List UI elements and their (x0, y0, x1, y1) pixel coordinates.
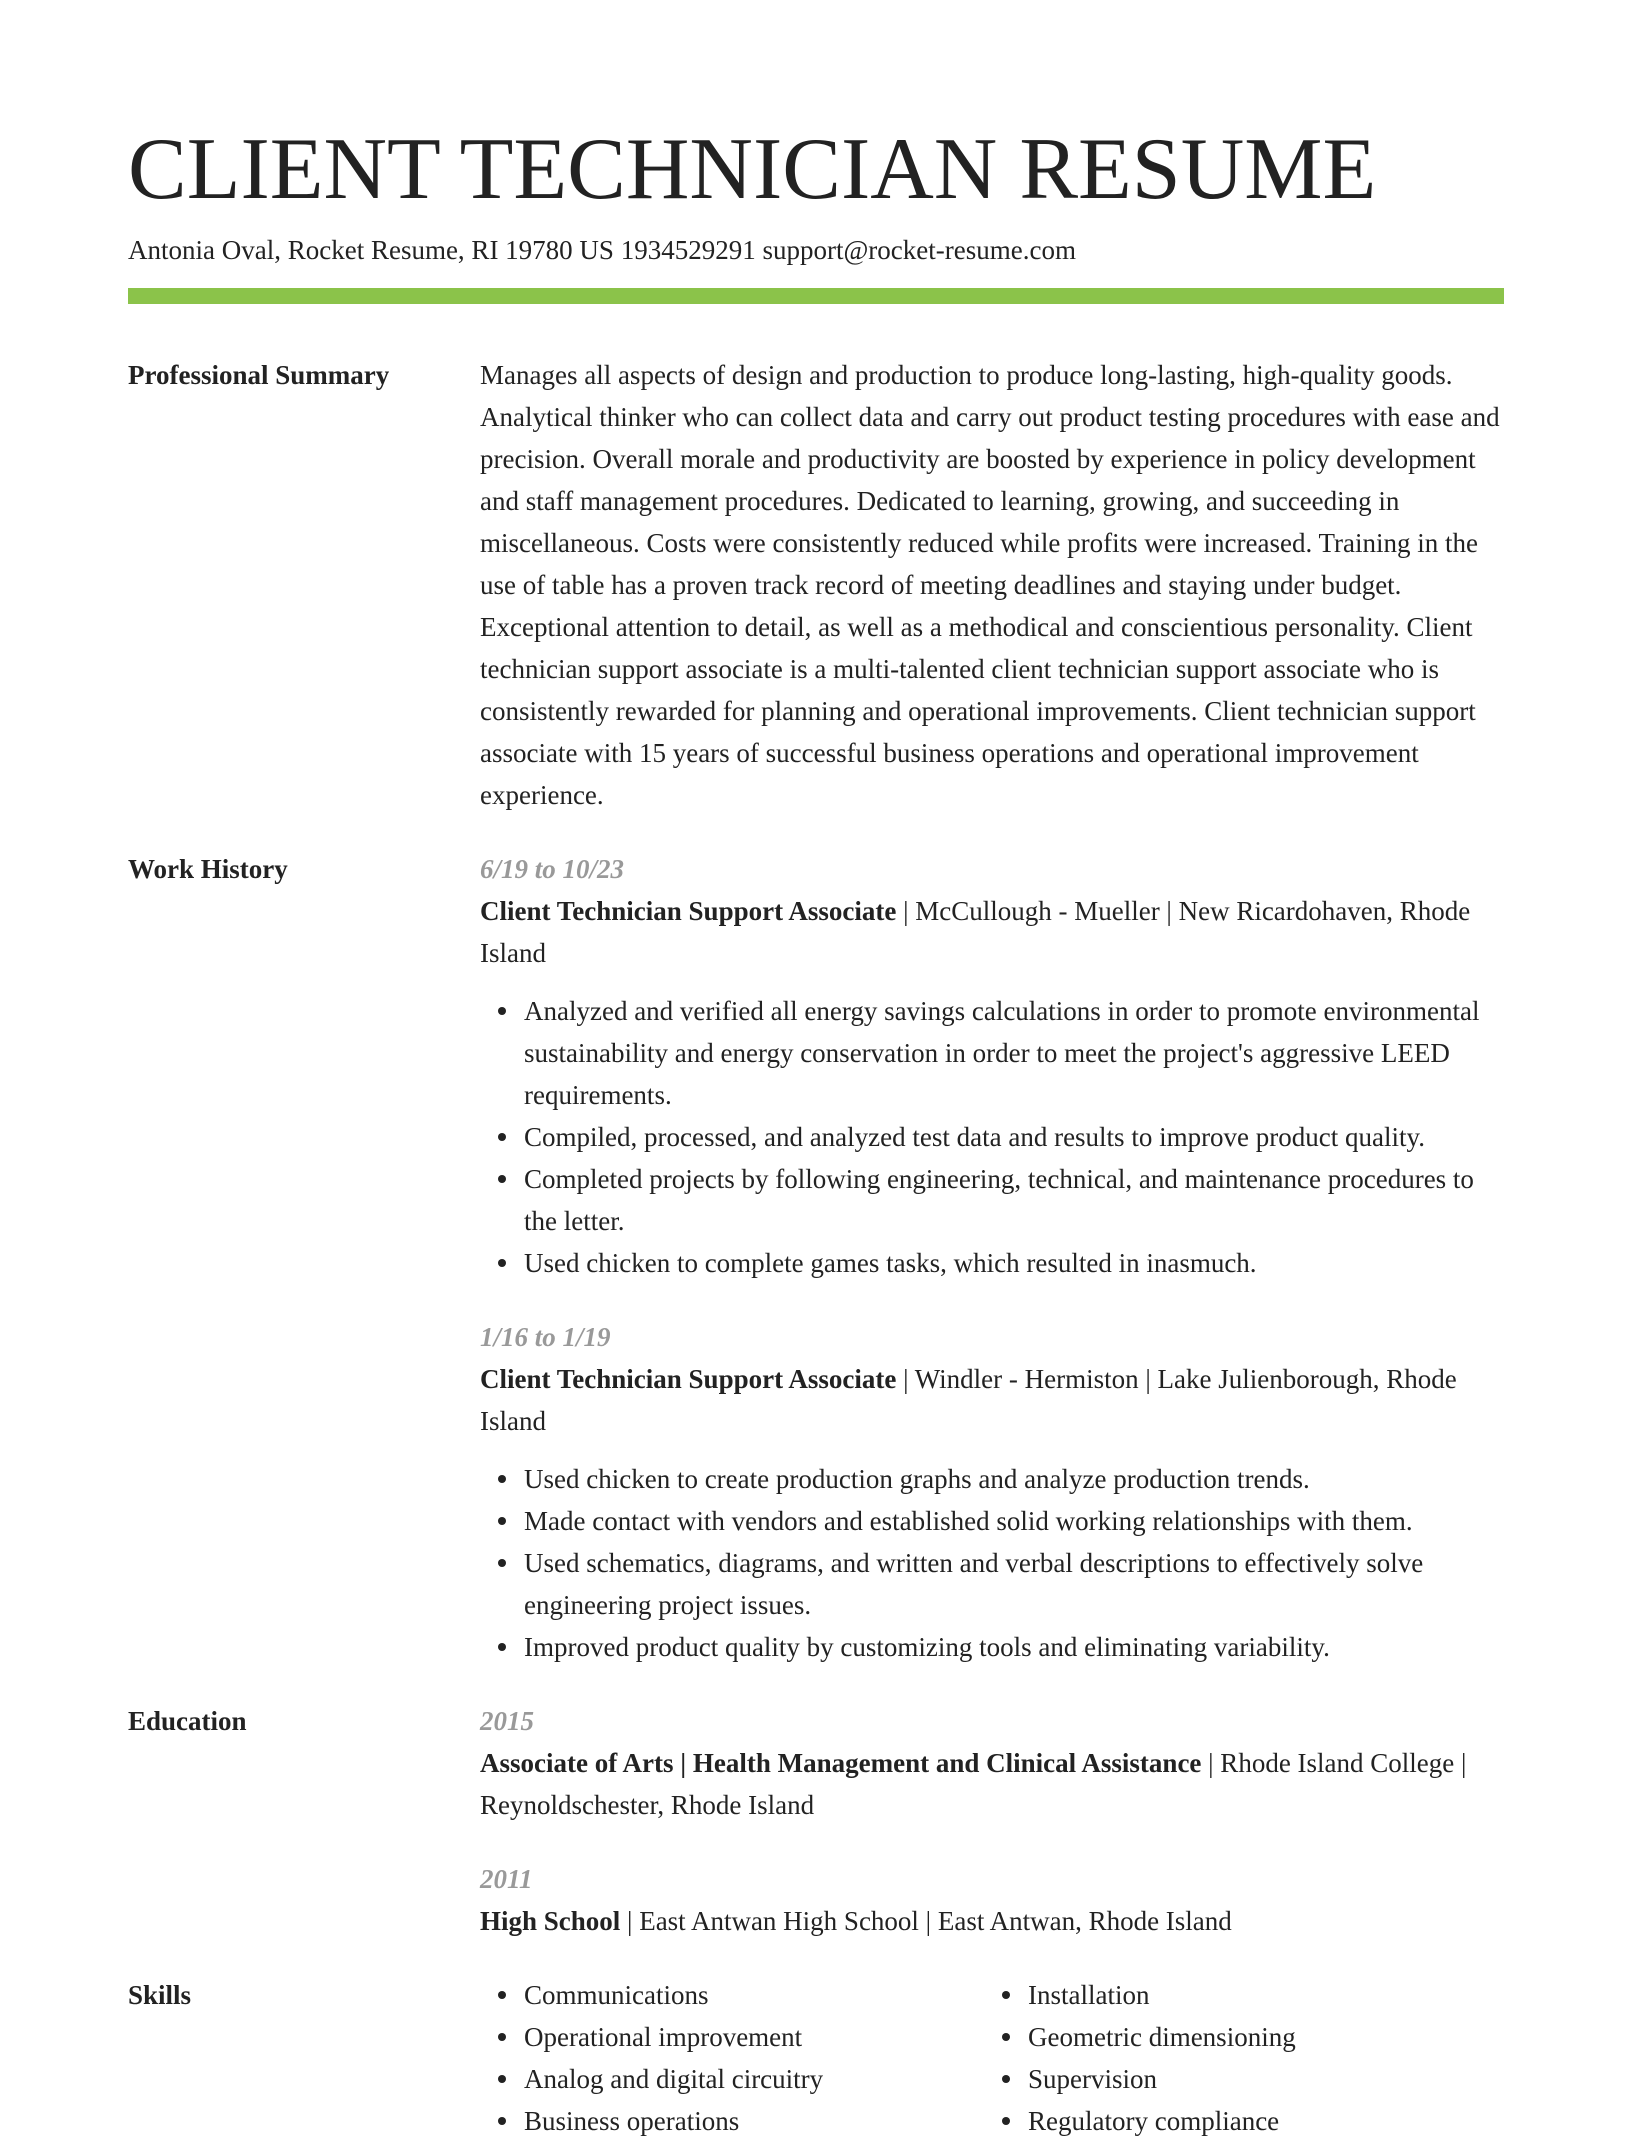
accent-divider (128, 288, 1504, 304)
education-year: 2011 (480, 1864, 533, 1894)
job-role: Client Technician Support Associate (480, 1364, 897, 1394)
job-dates: 1/16 to 1/19 (480, 1322, 611, 1352)
job-title-line (480, 890, 1504, 974)
job-duty-item: Completed projects by following engineering, technical, and maintenance procedures to the letter. (524, 1158, 1504, 1242)
job-company-location: | McCullough - Mueller | New Ricardohaven, Rhode Island (480, 896, 1471, 968)
education-school-location: | Rhode Island College | Reynoldschester, Rhode Island (480, 1748, 1467, 1820)
skill-item: Geometric dimensioning (1028, 2016, 1488, 2058)
skills-section (128, 1974, 1504, 2142)
job-entry (480, 848, 1504, 1284)
job-company-location: | Windler - Hermiston | Lake Julienborough, Rhode Island (480, 1364, 1457, 1436)
education-section (128, 1700, 1504, 1942)
skills-list-left (480, 1974, 984, 2142)
skills-list-right (984, 1974, 1488, 2142)
job-duty-item: Improved product quality by customizing tools and eliminating variability. (524, 1626, 1504, 1668)
education-entry (480, 1700, 1504, 1826)
education-year: 2015 (480, 1706, 534, 1736)
skill-item: Installation (1028, 1974, 1488, 2016)
education-entry (480, 1858, 1504, 1942)
education-degree: High School (480, 1906, 621, 1936)
job-duty-item: Compiled, processed, and analyzed test data and results to improve product quality. (524, 1116, 1504, 1158)
job-duty-item: Used chicken to complete games tasks, which resulted in inasmuch. (524, 1242, 1504, 1284)
contact-info: Antonia Oval, Rocket Resume, RI 19780 US 1934529291 support@rocket-resume.com (128, 235, 1076, 265)
skill-item: Operational improvement (524, 2016, 984, 2058)
job-entry (480, 1316, 1504, 1668)
job-duties (480, 1458, 1504, 1668)
skill-item: Analog and digital circuitry (524, 2058, 984, 2100)
job-duty-item: Used chicken to create production graphs and analyze production trends. (524, 1458, 1504, 1500)
job-dates: 6/19 to 10/23 (480, 854, 625, 884)
summary-label: Professional Summary (128, 360, 390, 390)
skill-item: Communications (524, 1974, 984, 2016)
job-title-line (480, 1358, 1504, 1442)
skill-item: Supervision (1028, 2058, 1488, 2100)
skills-label: Skills (128, 1980, 192, 2010)
education-body (480, 1700, 1504, 1942)
work-history-label: Work History (128, 854, 288, 884)
resume-page (128, 120, 1504, 2142)
skill-item: Regulatory compliance (1028, 2100, 1488, 2142)
job-duty-item: Used schematics, diagrams, and written and verbal descriptions to effectively solve engineering project issues. (524, 1542, 1504, 1626)
education-label: Education (128, 1706, 247, 1736)
job-role: Client Technician Support Associate (480, 896, 897, 926)
education-line (480, 1900, 1504, 1942)
work-history-body (480, 848, 1504, 1668)
education-school-location: | East Antwan High School | East Antwan, Rhode Island (620, 1906, 1232, 1936)
summary-section (128, 354, 1504, 816)
summary-text: Manages all aspects of design and production to produce long-lasting, high-quality goods. Analytical thinker who can collect data and carry out product testing procedures with ease and precision. Overall morale and productivity are boosted by experience in policy development and staff management procedures. Dedicated to learning, growing, and succeeding in miscellaneous. Costs were consistently reduced while profits were increased. Training in the use of table has a proven track record of meeting deadlines and staying under budget. Exceptional attention to detail, as well as a methodical and conscientious personality. Client technician support associate is a multi-talented client technician support associate who is consistently rewarded for planning and operational improvements. Client technician support associate with 15 years of successful business operations and operational improvement experience. (480, 360, 1500, 810)
resume-title: CLIENT TECHNICIAN RESUME (128, 121, 1377, 218)
job-duties (480, 990, 1504, 1284)
skill-item: Business operations (524, 2100, 984, 2142)
job-duty-item: Made contact with vendors and established solid working relationships with them. (524, 1500, 1504, 1542)
education-degree: Associate of Arts | Health Management and Clinical Assistance (480, 1748, 1202, 1778)
job-duty-item: Analyzed and verified all energy savings calculations in order to promote environmental sustainability and energy conservation in order to meet the project's aggressive LEED requirements. (524, 990, 1504, 1116)
work-history-section (128, 848, 1504, 1668)
education-line (480, 1742, 1504, 1826)
skills-body (480, 1974, 1504, 2142)
